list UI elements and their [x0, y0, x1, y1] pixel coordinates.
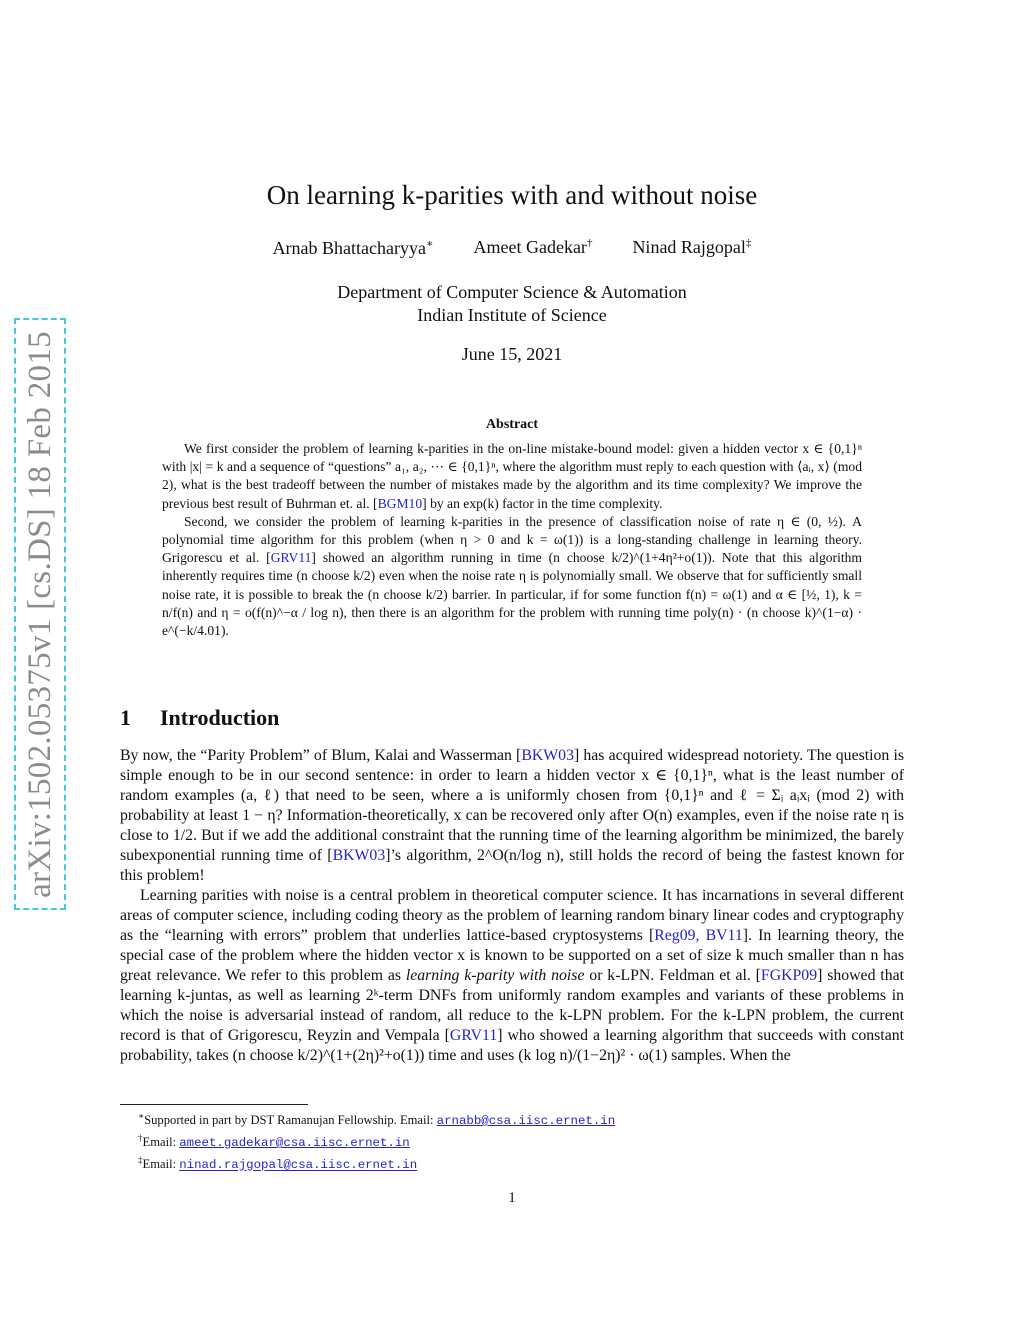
affiliation-department: Department of Computer Science & Automation	[337, 282, 687, 302]
footnote-rule	[120, 1104, 308, 1105]
citation-link[interactable]: Reg09, BV11	[654, 927, 743, 944]
citation-link[interactable]: GRV11	[449, 1027, 498, 1044]
footnote-3: ‡Email: ninad.rajgopal@csa.iisc.ernet.in	[138, 1155, 418, 1173]
footnotes	[138, 1108, 615, 1175]
citation-link[interactable]: GRV11	[270, 550, 312, 566]
arxiv-identifier-stamp[interactable]	[14, 318, 66, 910]
affiliation-institute: Indian Institute of Science	[417, 305, 607, 325]
citation-link[interactable]: BKW03	[332, 847, 386, 864]
emphasis-term: learning k-parity with noise	[405, 967, 585, 984]
abstract-heading: Abstract	[485, 417, 539, 432]
abstract-body	[162, 440, 862, 640]
footnote-1: ∗Supported in part by DST Ramanujan Fellowship. Email: arnabb@csa.iisc.ernet.in	[138, 1111, 616, 1129]
citation-link[interactable]: BGM10	[377, 495, 423, 511]
citation-link[interactable]: BKW03	[521, 747, 574, 764]
arxiv-identifier-text: arXiv:1502.05375v1 [cs.DS] 18 Feb 2015	[21, 330, 58, 898]
paper-title: On learning k-parities with and without noise	[266, 180, 758, 210]
page-number: 1	[508, 1190, 516, 1206]
body-paragraph-1: By now, the “Parity Problem” of Blum, Kalai and Wasserman [BKW03] has acquired widespread notoriety. The question is simple enough to be in our second sentence: in order to learn a hidden vector x ∈ {0,1}ⁿ, what is the least number of random examples (a, ℓ) that need to be seen, where a is uniformly chosen from {0,1}ⁿ and ℓ = Σᵢ aᵢxᵢ (mod 2) with probability at least 1 − η? Information-theoretically, x can be recovered only after O(n) examples, even if the noise rate η is close to 1/2. But if we add the additional constraint that the running time of the learning algorithm be minimized, the barely subexponential running time of [BKW03]’s algorithm, 2^O(n/log n), still holds the record of being the fastest known for this problem!	[120, 747, 904, 884]
introduction-body	[120, 746, 904, 1066]
section-heading	[120, 705, 279, 731]
abstract-paragraph-1: We first consider the problem of learning k-parities in the on-line mistake-bound model: given a hidden vector x ∈ {0,1}ⁿ with |x| = k and a sequence of “questions” a₁, a₂, ⋯ ∈ {0,1}ⁿ, where the algorithm must reply to each question with ⟨aᵢ, x⟩ (mod 2), what is the best tradeoff between the number of mistakes made by the algorithm and its time complexity? We improve the previous best result of Buhrman et. al. [BGM10] by an exp(k) factor in the time complexity.	[162, 441, 862, 511]
abstract-paragraph-2: Second, we consider the problem of learning k-parities in the presence of classification noise of rate η ∈ (0, ½). A polynomial time algorithm for this problem (when η > 0 and k = ω(1)) is a long-standing challenge in learning theory. Grigorescu et al. [GRV11] showed an algorithm running in time (n choose k/2)^(1+4η²+o(1)). Note that this algorithm inherently requires time (n choose k/2) even when the noise rate η is polynomially small. We observe that for sufficiently small noise rate, it is possible to break the (n choose k/2) barrier. In particular, if for some function f(n) = ω(1) and α ∈ [½, 1), k = n/f(n) and η = o(f(n)^−α / log n), then there is an algorithm for the problem with running time poly(n) · (n choose k)^(1−α) · e^(−k/4.01).	[162, 513, 862, 639]
author-1: Arnab Bhattacharyya∗	[272, 238, 434, 258]
footnote-2: †Email: ameet.gadekar@csa.iisc.ernet.in	[138, 1133, 410, 1151]
email-link[interactable]: ameet.gadekar@csa.iisc.ernet.in	[179, 1136, 410, 1151]
paper-date: June 15, 2021	[461, 344, 563, 364]
author-2: Ameet Gadekar†	[473, 237, 593, 257]
citation-link[interactable]: FGKP09	[760, 967, 818, 984]
author-3: Ninad Rajgopal‡	[632, 237, 752, 257]
section-number: 1	[120, 705, 131, 730]
email-link[interactable]: ninad.rajgopal@csa.iisc.ernet.in	[179, 1158, 418, 1173]
email-link[interactable]: arnabb@csa.iisc.ernet.in	[436, 1114, 616, 1129]
author-list	[0, 237, 1024, 259]
body-paragraph-2: Learning parities with noise is a central problem in theoretical computer science. It has incarnations in several different areas of computer science, including coding theory as the problem of learning random binary linear codes and cryptography as the “learning with errors” problem that underlies lattice-based cryptosystems [Reg09, BV11]. In learning theory, the special case of the problem where the hidden vector x is known to be supported on a set of size k much smaller than n has great relevance. We refer to this problem as learning k-parity with noise or k-LPN. Feldman et al. [FGKP09] showed that learning k-juntas, as well as learning 2ᵏ-term DNFs from uniformly random examples and variants of these problems in which the noise is adversarial instead of random, all reduce to the k-LPN problem. For the k-LPN problem, the current record is that of Grigorescu, Reyzin and Vempala [GRV11] who showed a learning algorithm that succeeds with constant probability, takes (n choose k/2)^(1+(2η)²+o(1)) time and uses (k log n)/(1−2η)² · ω(1) samples. When the	[120, 887, 905, 1064]
section-title: Introduction	[160, 705, 280, 730]
